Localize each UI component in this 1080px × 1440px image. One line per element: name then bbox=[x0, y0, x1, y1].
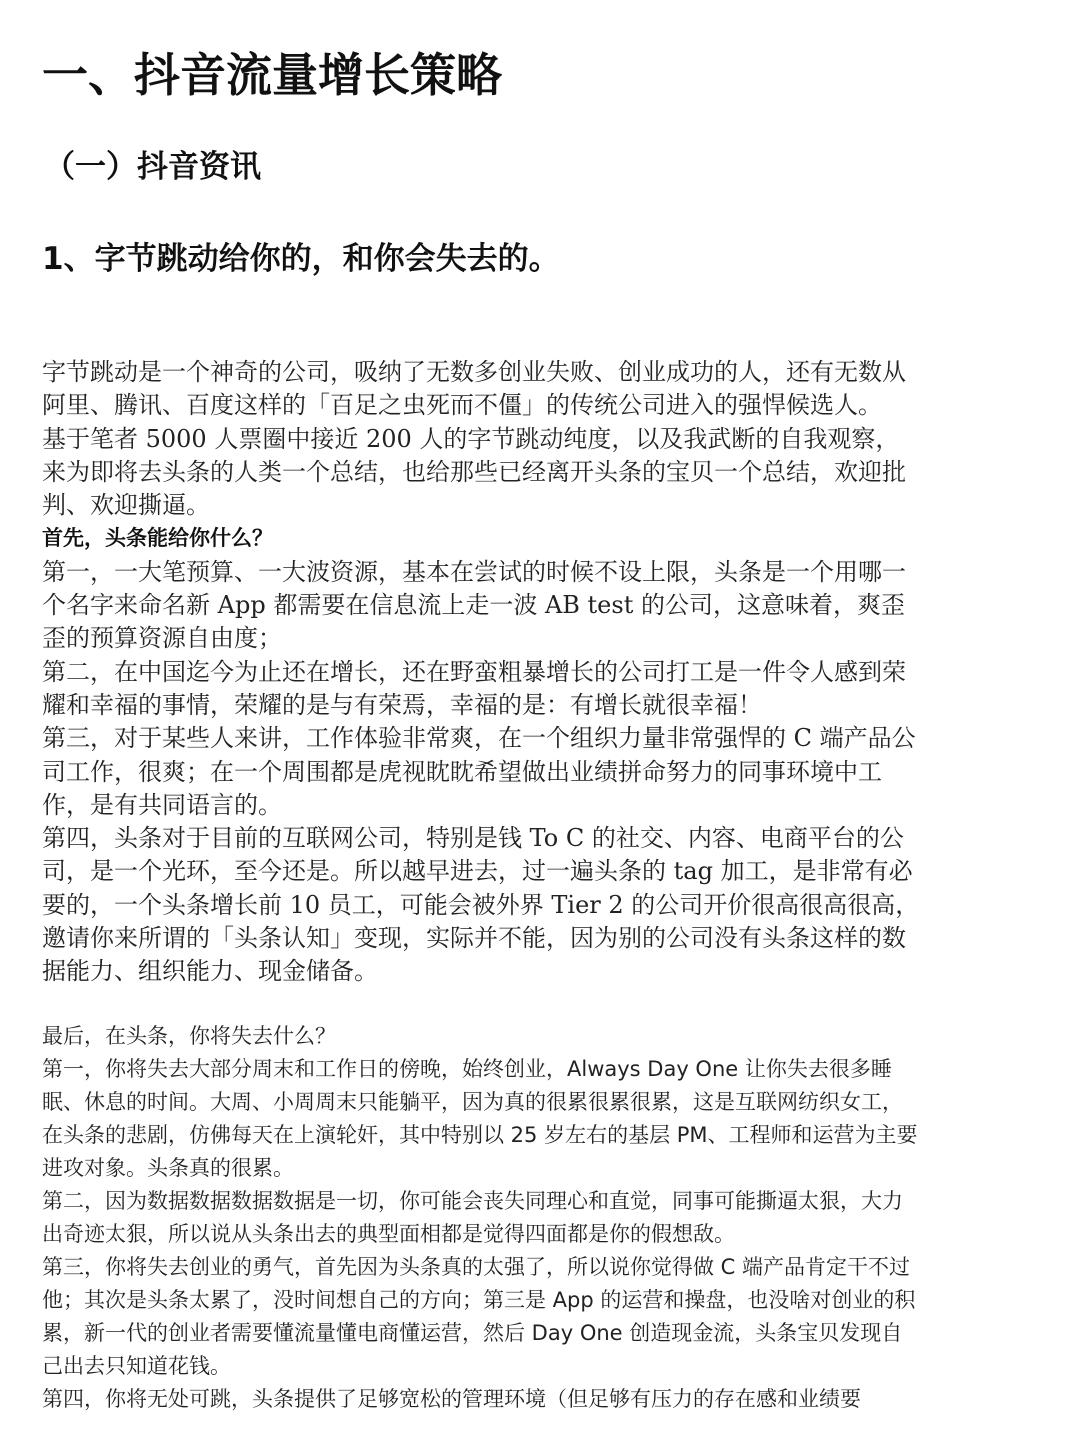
article-body-upper bbox=[42, 356, 922, 989]
gains-item-2: 第二，在中国迄今为止还在增长，还在野蛮粗暴增长的公司打工是一件令人感到荣耀和幸福的事情，荣耀的是与有荣焉，幸福的是：有增长就很幸福！ bbox=[42, 657, 906, 719]
losses-item-2: 第二，因为数据数据数据数据是一切，你可能会丧失同理心和直觉，同事可能撕逼太狠，大力出奇迹太狠，所以说从头条出去的典型面相都是觉得四面都是你的假想敌。 bbox=[42, 1189, 903, 1246]
article-body-lower bbox=[42, 1020, 922, 1416]
section-heading: （一）抖音资讯 bbox=[44, 149, 261, 185]
gains-item-1: 第一，一大笔预算、一大波资源，基本在尝试的时候不设上限，头条是一个用哪一个名字来命名新 App 都需要在信息流上走一波 AB test 的公司，这意味着，爽歪歪的预算资源自由度； bbox=[42, 557, 906, 653]
losses-item-3: 第三，你将失去创业的勇气，首先因为头条真的太强了，所以说你觉得做 C 端产品肯定干不过他；其次是头条太累了，没时间想自己的方向；第三是 App 的运营和操盘，也没啥对创业的积累，新一代的创业者需要懂流量懂电商懂运营，然后 Day One 创造现金流，头条宝贝发现自己出去只知道花钱。 bbox=[42, 1255, 916, 1378]
gains-heading: 首先，头条能给你什么？ bbox=[42, 526, 273, 551]
gains-item-3: 第三，对于某些人来讲，工作体验非常爽，在一个组织力量非常强悍的 C 端产品公司工作，很爽；在一个周围都是虎视眈眈希望做出业绩拼命努力的同事环境中工作，是有共同语言的。 bbox=[42, 724, 916, 819]
gains-item-4: 第四，头条对于目前的互联网公司，特别是钱 To C 的社交、内容、电商平台的公司，是一个光环，至今还是。所以越早进去，过一遍头条的 tag 加工，是非常有必要的，一个头条增长前 10 员工，可能会被外界 Tier 2 的公司开价很高很高很高，邀请你来所谓的「头条认知」变现，实际并不能，因为别的公司没有头条这样的数据能力、组织能力、现金储备。 bbox=[42, 824, 920, 986]
document-title: 一、抖音流量增长策略 bbox=[42, 48, 502, 102]
intro-paragraph-2: 基于笔者 5000 人票圈中接近 200 人的字节跳动纯度，以及我武断的自我观察，来为即将去头条的人类一个总结，也给那些已经离开头条的宝贝一个总结，欢迎批判、欢迎撕逼。 bbox=[42, 424, 906, 520]
losses-item-1: 第一，你将失去大部分周末和工作日的傍晚，始终创业，Always Day One 让你失去很多睡眠、休息的时间。大周、小周周末只能躺平，因为真的很累很累很累，这是互联网纺织女工，在头条的悲剧，仿佛每天在上演轮奸，其中特别以 25 岁左右的基层 PM、工程师和运营为主要进攻对象。头条真的很累。 bbox=[42, 1057, 918, 1180]
losses-item-4: 第四，你将无处可跳，头条提供了足够宽松的管理环境（但足够有压力的存在感和业绩要 bbox=[42, 1387, 861, 1411]
subsection-heading: 1、字节跳动给你的，和你会失去的。 bbox=[42, 241, 560, 277]
intro-paragraph-1: 字节跳动是一个神奇的公司，吸纳了无数多创业失败、创业成功的人，还有无数从阿里、腾讯、百度这样的「百足之虫死而不僵」的传统公司进入的强悍候选人。 bbox=[42, 358, 906, 420]
losses-heading: 最后，在头条，你将失去什么？ bbox=[42, 1024, 336, 1048]
